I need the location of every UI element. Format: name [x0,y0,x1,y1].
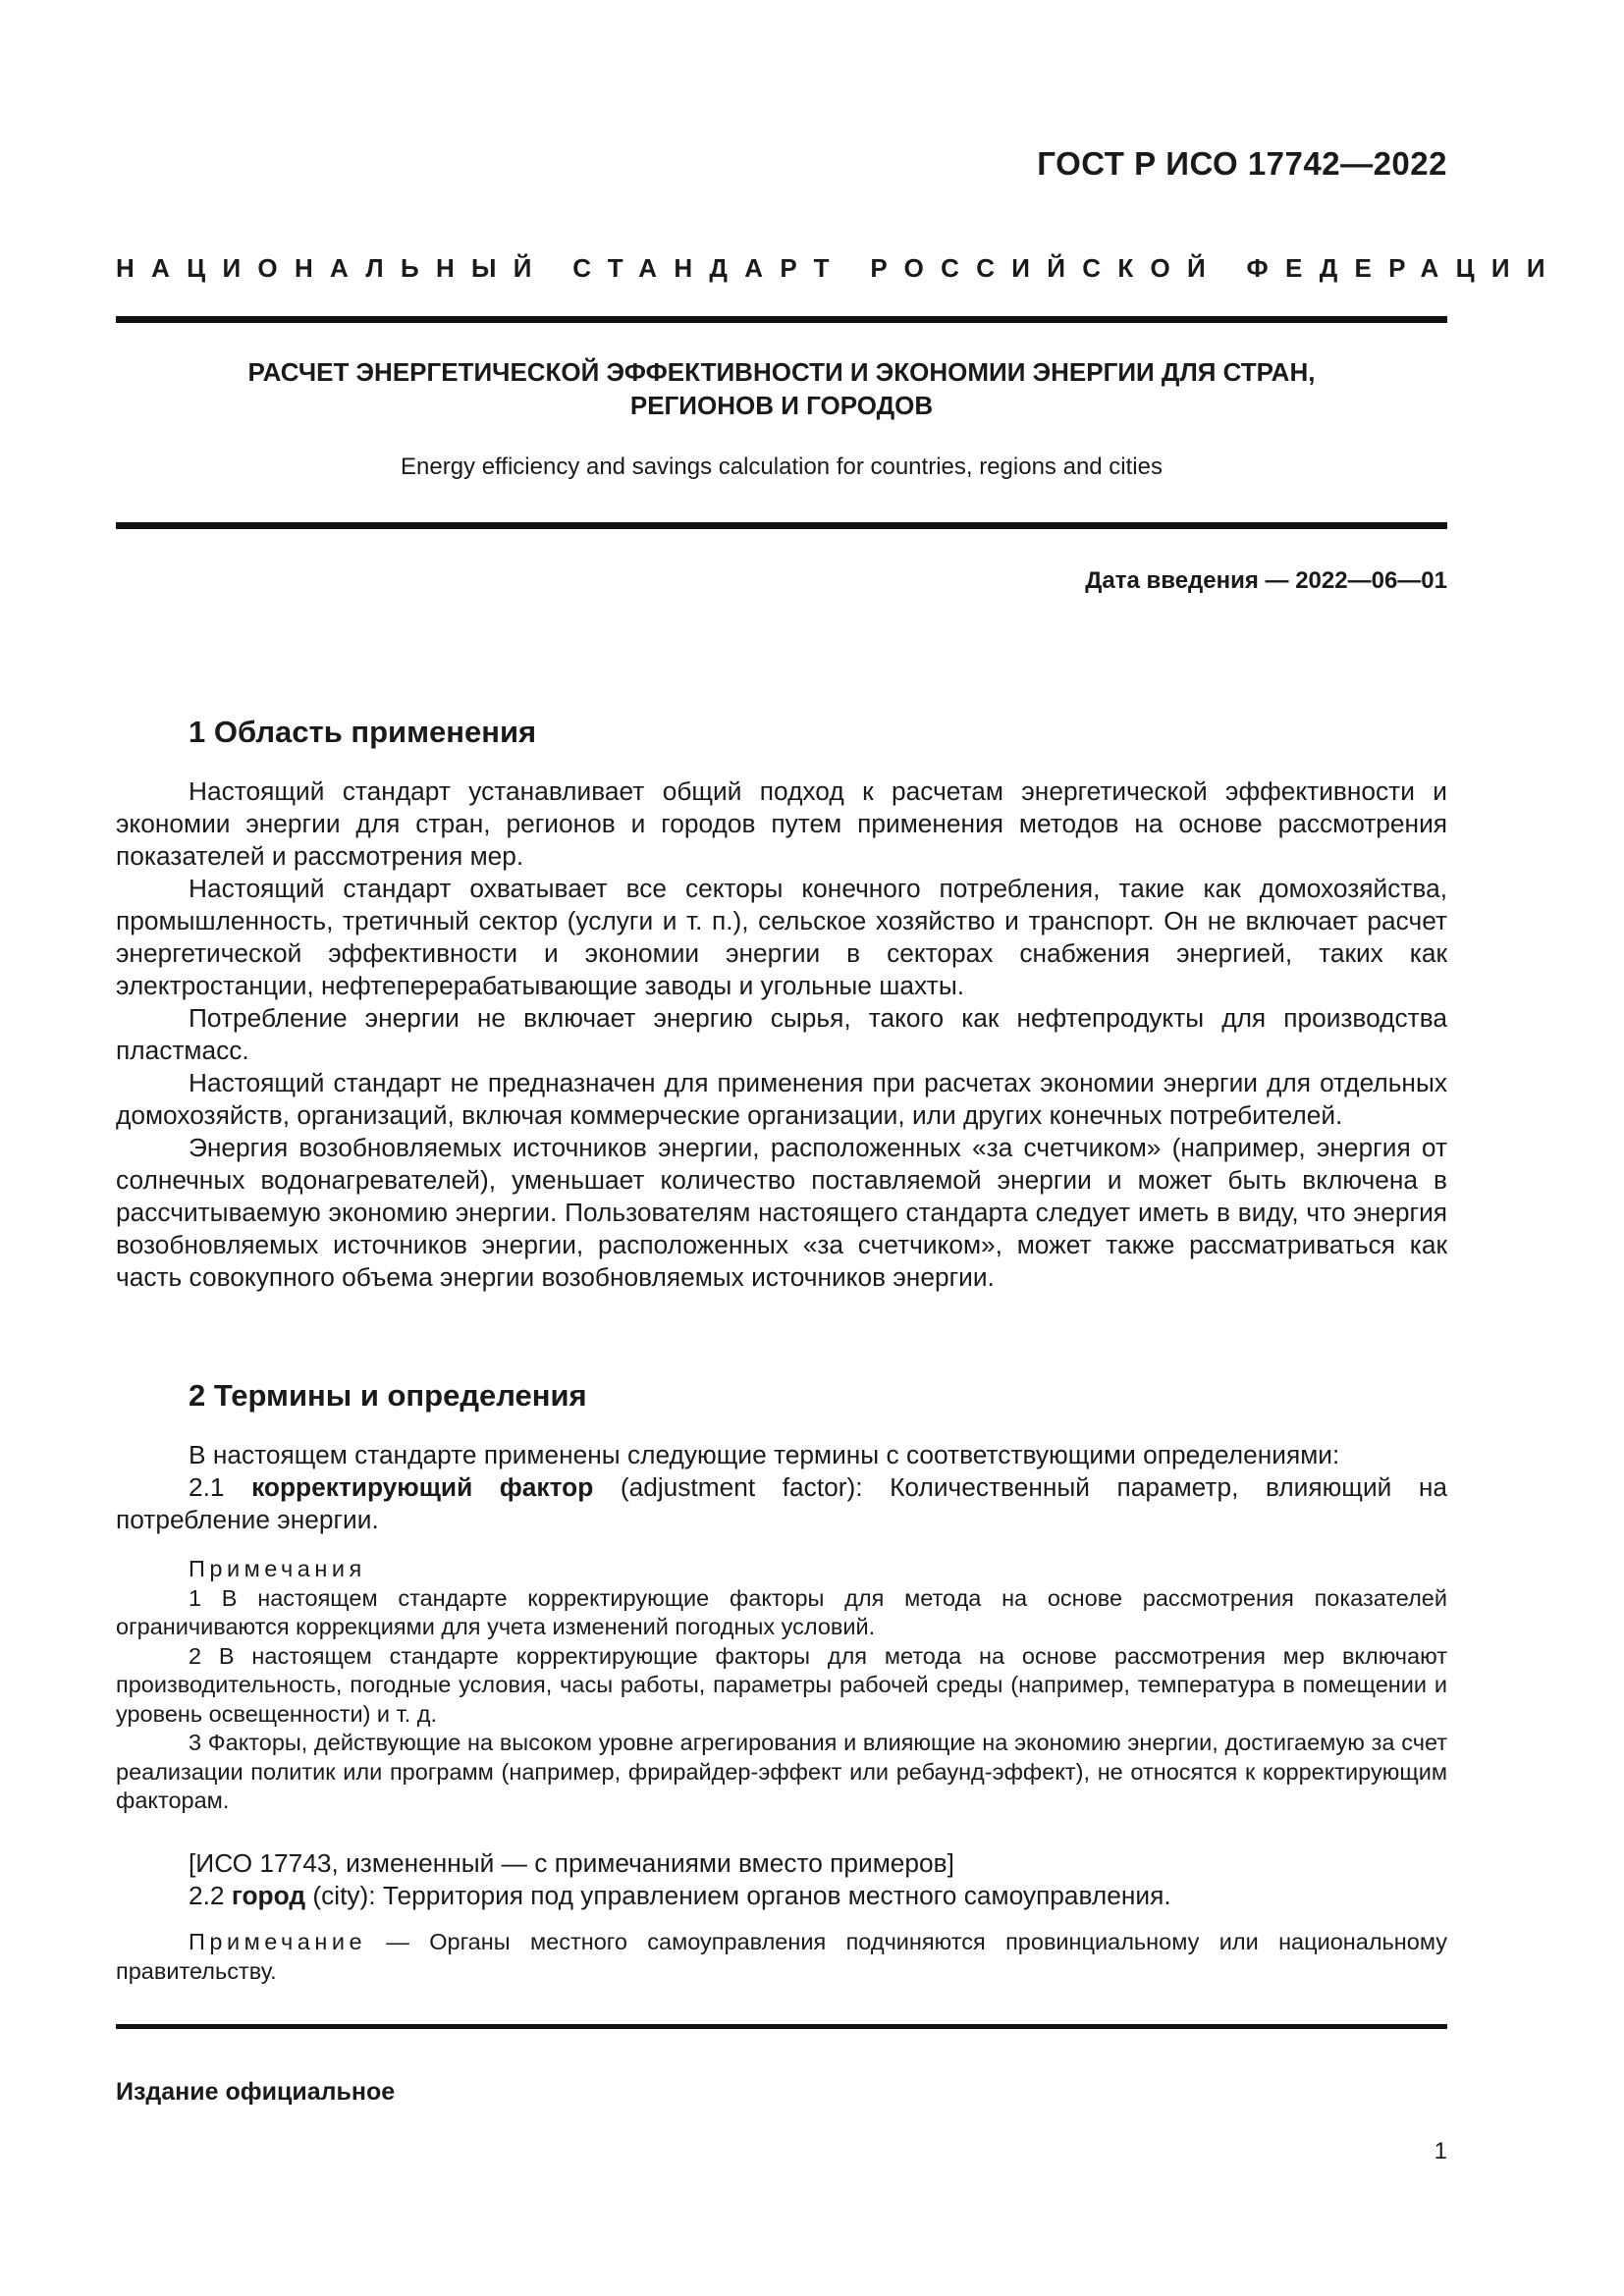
note-item: 1 В настоящем стандарте корректирующие факторы для метода на основе рассмотрения показателей ограничиваются коррекциями для учета изменений погодных условий. [116,1584,1447,1639]
section-1-paragraph: Потребление энергии не включает энергию сырья, такого как нефтепродукты для производства пластмасс. [116,1003,1447,1065]
page-number: 1 [1434,2138,1447,2164]
official-edition-label: Издание официальное [116,2078,396,2106]
term-2-1-number: 2.1 [189,1472,225,1502]
national-standard-banner: НАЦИОНАЛЬНЫЙ СТАНДАРТ РОССИЙСКОЙ ФЕДЕРАЦИИ [116,253,1562,283]
section-2-continued [116,1847,1447,1912]
title-english: Energy efficiency and savings calculation for countries, regions and cities [401,454,1163,480]
section-1-paragraph: Настоящий стандарт устанавливает общий подход к расчетам энергетической эффективности и экономии энергии для стран, регионов и городов путем применения методов на основе рассмотрения показателей и рассмотрения мер. [116,776,1447,871]
term-2-2-note-text [116,1928,1447,1986]
section-1-paragraph: Энергия возобновляемых источников энергии, расположенных «за счетчиком» (например, энергия от солнечных водонагревателей), уменьшает количество поставляемой энергии и может быть включена в рассчитываемую экономию энергии. Пользователям настоящего стандарта следует иметь в виду, что энергия возобновляемых источников энергии, расположенных «за счетчиком», может также рассматриваться как часть совокупного объема энергии возобновляемых источников энергии. [116,1133,1447,1292]
section-1-body [116,775,1447,1294]
note-label: Примечание [189,1929,367,1954]
title-russian-line-1: РАСЧЕТ ЭНЕРГЕТИЧЕСКОЙ ЭФФЕКТИВНОСТИ И ЭКОНОМИИ ЭНЕРГИИ ДЛЯ СТРАН, [247,357,1316,387]
term-2-2 [116,1880,1447,1912]
document-id: ГОСТ Р ИСО 17742—2022 [1037,145,1447,182]
title-rule [116,522,1447,529]
term-2-2-term: город [231,1881,306,1910]
section-2-heading: 2 Термины и определения [189,1378,587,1413]
notes-label: Примечания [189,1556,366,1581]
term-2-2-note [116,1928,1447,1986]
introduction-date: Дата введения — 2022—06—01 [1085,567,1447,594]
source-reference: [ИСО 17743, измененный — с примечаниями вместо примеров] [189,1848,954,1878]
term-2-1 [116,1471,1447,1536]
section-2-intro: В настоящем стандарте применены следующие термины с соответствующими определениями: [189,1440,1340,1469]
section-1-paragraph: Настоящий стандарт не предназначен для применения при расчетах экономии энергии для отдельных домохозяйств, организаций, включая коммерческие организации, или других конечных потребителей. [116,1068,1447,1130]
top-rule [116,316,1447,323]
term-2-2-number: 2.2 [189,1881,225,1910]
section-1-heading: 1 Область применения [189,715,537,749]
title-russian [116,355,1447,422]
title-russian-line-2: РЕГИОНОВ И ГОРОДОВ [629,391,934,420]
footer-rule [116,2024,1447,2029]
term-2-1-notes [116,1555,1447,1816]
section-2-intro-block [116,1439,1447,1536]
note-item: 3 Факторы, действующие на высоком уровне агрегирования и влияющие на экономию энергии, достигаемую за счет реализации политик или программ (например, фрирайдер-эффект или ребаунд-эффект), не относятся к корректирующим факторам. [116,1730,1447,1813]
section-1-paragraph: Настоящий стандарт охватывает все секторы конечного потребления, такие как домохозяйства, промышленность, третичный сектор (услуги и т. п.), сельское хозяйство и транспорт. Он не включает расчет энергетической эффективности и экономии энергии в секторах снабжения энергией, таких как электростанции, нефтеперерабатывающие заводы и угольные шахты. [116,874,1447,1000]
note-item: 2 В настоящем стандарте корректирующие факторы для метода на основе рассмотрения мер включают производительность, погодные условия, часы работы, параметры рабочей среды (например, температура в помещении и уровень освещенности) и т. д. [116,1642,1447,1727]
note-body: — Органы местного самоуправления подчиняются провинциальному или национальному правительству. [116,1929,1447,1984]
term-2-1-definition: (adjustment factor): Количественный параметр, влияющий на потребление энергии. [116,1472,1448,1534]
term-2-1-term: корректирующий фактор [251,1472,594,1502]
term-2-2-definition: (city): Территория под управлением органов местного самоуправления. [312,1881,1171,1910]
